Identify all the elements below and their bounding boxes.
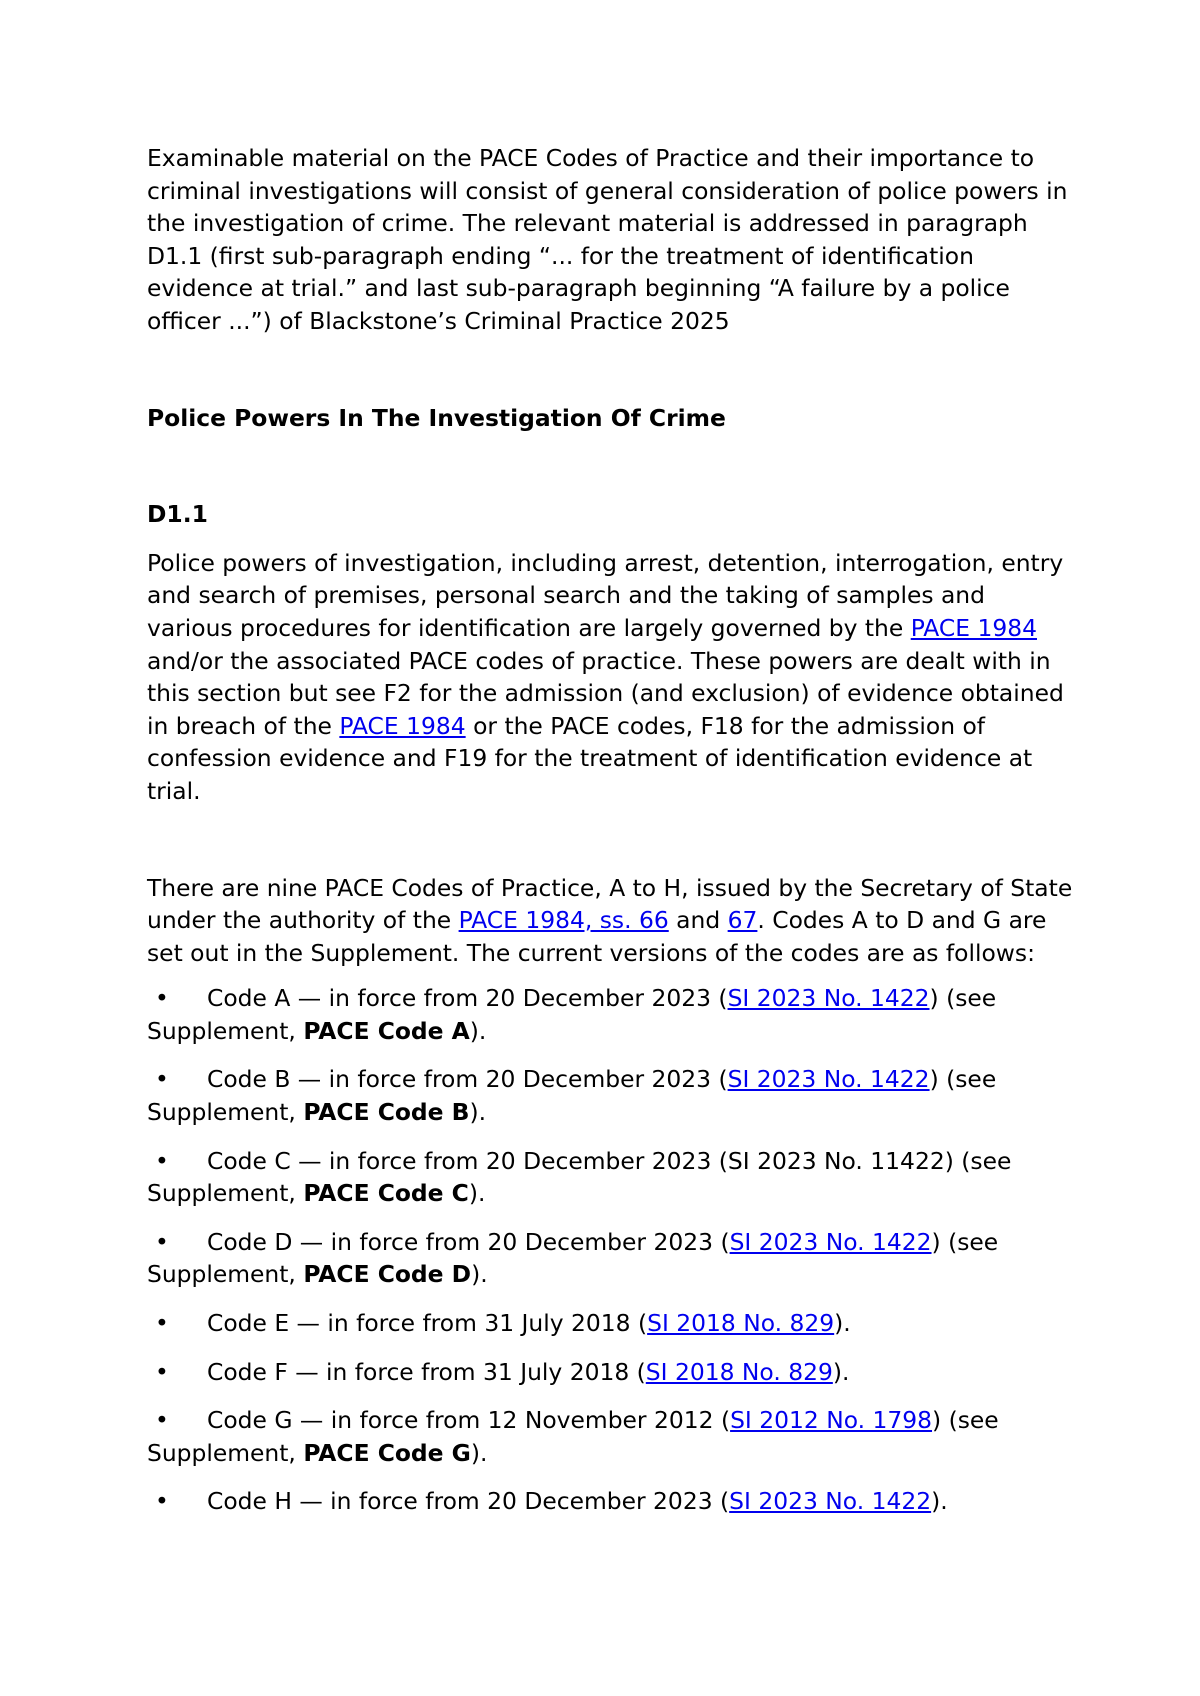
code-text-after: ) (see Supplement, — [147, 1065, 997, 1127]
para1-text-2: and/or the associated PACE codes of practice. These powers are dealt with in this section but see F2 for the admission (and exclusion) of evidence obtained in breach of the — [147, 646, 1064, 740]
pace-1984-link[interactable]: PACE 1984 — [910, 613, 1037, 642]
supplement-reference: PACE Code C — [303, 1179, 469, 1208]
code-list-item — [147, 1063, 1077, 1128]
code-text-end: ). — [469, 1098, 487, 1127]
code-text-end: ). — [468, 1179, 486, 1208]
supplement-reference: PACE Code B — [303, 1098, 470, 1127]
code-list-item — [147, 982, 1077, 1047]
pace-1984-link-2[interactable]: PACE 1984 — [339, 711, 466, 740]
bullet-icon: • — [155, 1487, 169, 1516]
intro-paragraph: Examinable material on the PACE Codes of Practice and their importance to criminal investigations will consist of general consideration of police powers in the investigation of crime. The relevant material is addressed in paragraph D1.1 (first sub-paragraph ending “... for the treatment of identification evidence at trial.” and last sub-paragraph beginning “A failure by a police officer ...”) of Blackstone’s Criminal Practice 2025 — [147, 144, 1068, 335]
section-heading: Police Powers In The Investigation Of Crime — [147, 403, 726, 432]
code-text: Code E — in force from 31 July 2018 ( — [207, 1309, 648, 1338]
code-text-end: ). — [471, 1260, 488, 1289]
bullet-icon: • — [155, 1227, 169, 1256]
supplement-reference: PACE Code D — [303, 1260, 472, 1289]
statutory-instrument-link[interactable]: SI 2023 No. 1422 — [729, 1487, 932, 1516]
statutory-instrument-link[interactable]: SI 2012 No. 1798 — [730, 1406, 933, 1435]
para1-text-1: Police powers of investigation, including arrest, detention, interrogation, entry and search of premises, personal search and the taking of samples and various procedures for identification are largely governed by the — [147, 548, 1064, 642]
code-text-after: ). — [931, 1487, 948, 1516]
code-text-end: ). — [469, 1016, 487, 1045]
code-text: Code D — in force from 20 December 2023 ( — [207, 1227, 730, 1256]
code-text-after: ). — [834, 1309, 851, 1338]
statutory-instrument-link[interactable]: SI 2023 No. 1422 — [727, 984, 930, 1013]
code-text-after: ). — [832, 1357, 850, 1386]
para2-text-1: There are nine PACE Codes of Practice, A to H, issued by the Secretary of State under the authority of the — [147, 873, 1073, 935]
code-list-item — [147, 1485, 1077, 1518]
section-67-link[interactable]: 67 — [727, 906, 758, 935]
bullet-icon: • — [155, 1406, 169, 1435]
pace-ss-66-link[interactable]: PACE 1984, ss. 66 — [458, 906, 669, 935]
code-text: Code A — in force from 20 December 2023 ( — [207, 984, 728, 1013]
code-text-after: ) (see Supplement, — [147, 1227, 999, 1289]
code-list-item — [147, 1226, 1077, 1291]
para2-text-2: and — [668, 906, 728, 935]
bullet-icon: • — [155, 1146, 169, 1175]
paragraph-number: D1.1 — [147, 500, 208, 529]
supplement-reference: PACE Code A — [303, 1016, 470, 1045]
code-text: Code C — in force from 20 December 2023 (SI 2023 No. 11422) (see Supplement, — [147, 1146, 1012, 1208]
statutory-instrument-link[interactable]: SI 2023 No. 1422 — [727, 1065, 930, 1094]
statutory-instrument-link[interactable]: SI 2018 No. 829 — [647, 1309, 835, 1338]
code-list-item — [147, 1145, 1077, 1210]
statutory-instrument-link[interactable]: SI 2023 No. 1422 — [729, 1227, 932, 1256]
bullet-icon: • — [155, 1309, 169, 1338]
para1-text-3: or the PACE codes, F18 for the admission of confession evidence and F19 for the treatment of identification evidence at trial. — [147, 711, 1033, 805]
code-list-item — [147, 1307, 1077, 1340]
code-text-end: ). — [470, 1438, 488, 1467]
bullet-icon: • — [155, 1357, 169, 1386]
code-text-after: ) (see Supplement, — [147, 984, 997, 1045]
code-text: Code G — in force from 12 November 2012 ( — [207, 1406, 731, 1435]
bullet-icon: • — [155, 984, 169, 1013]
supplement-reference: PACE Code G — [303, 1438, 471, 1467]
code-text: Code B — in force from 20 December 2023 ( — [207, 1065, 728, 1094]
code-list-item — [147, 1356, 1077, 1389]
code-text: Code F — in force from 31 July 2018 ( — [207, 1357, 646, 1386]
document-page — [147, 142, 1077, 1534]
para2-text-3: . Codes A to D and G are set out in the Supplement. The current versions of the codes are as follows: — [147, 906, 1047, 967]
d1-1-paragraph — [147, 547, 1077, 808]
statutory-instrument-link[interactable]: SI 2018 No. 829 — [645, 1357, 833, 1386]
codes-intro-paragraph — [147, 872, 1077, 970]
code-text: Code H — in force from 20 December 2023 ( — [207, 1487, 730, 1516]
codes-list — [147, 982, 1077, 1518]
bullet-icon: • — [155, 1065, 169, 1094]
code-list-item — [147, 1404, 1077, 1469]
code-text-after: ) (see Supplement, — [147, 1406, 999, 1467]
